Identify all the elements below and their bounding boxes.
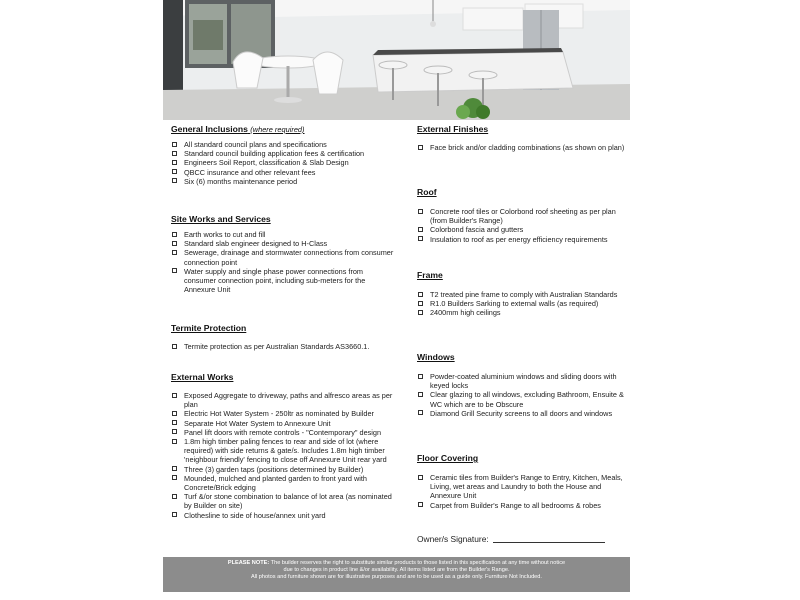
checkbox-icon <box>172 512 177 517</box>
checkbox-icon <box>172 344 177 349</box>
external-works-section <box>171 372 395 520</box>
list-item: 1.8m high timber paling fences to rear and side of lot (where required) with side returns & gate/s. Includes 1.8m high timber 'neighbour friendly' fencing to close off Annexure Unit rear yard <box>171 437 395 465</box>
list-item: Standard council building application fees & certification <box>171 149 395 158</box>
floor-covering-section <box>417 453 629 510</box>
item-list <box>417 473 629 510</box>
kitchen-photo <box>163 0 630 120</box>
checkbox-icon <box>172 429 177 434</box>
checkbox-icon <box>418 410 423 415</box>
footer-note <box>163 557 630 592</box>
list-item: Exposed Aggregate to driveway, paths and alfresco areas as per plan <box>171 391 395 409</box>
checkbox-icon <box>418 292 423 297</box>
checkbox-icon <box>172 475 177 480</box>
list-item: Earth works to cut and fill <box>171 230 395 239</box>
general-inclusions-section <box>171 124 395 186</box>
signature-label: Owner/s Signature: <box>417 534 489 544</box>
section-heading: Floor Covering <box>417 453 479 463</box>
list-item: Electric Hot Water System - 250ltr as nominated by Builder <box>171 409 395 418</box>
checkbox-icon <box>418 475 423 480</box>
list-item: Turf &/or stone combination to balance of lot area (as nominated by Builder on site) <box>171 492 395 510</box>
item-list <box>171 230 395 294</box>
list-item: All standard council plans and specifications <box>171 140 395 149</box>
item-list <box>417 290 629 318</box>
checkbox-icon <box>172 178 177 183</box>
list-item: Concrete roof tiles or Colorbond roof sheeting as per plan (from Builder's Range) <box>417 207 629 225</box>
external-finishes-section <box>417 124 629 152</box>
signature-line <box>493 542 605 543</box>
checkbox-icon <box>172 411 177 416</box>
checkbox-icon <box>418 392 423 397</box>
list-item: Panel lift doors with remote controls - "Contemporary" design <box>171 428 395 437</box>
item-list <box>417 143 629 152</box>
footer-line-1: The builder reserves the right to substitute similar products to those listed in this specification at any time without notice <box>270 560 566 566</box>
list-item: Sewerage, drainage and stormwater connections from consumer connection point <box>171 248 395 266</box>
item-list <box>417 207 629 244</box>
checkbox-icon <box>418 374 423 379</box>
list-item: Insulation to roof as per energy efficiency requirements <box>417 235 629 244</box>
site-works-section <box>171 214 395 294</box>
list-item: Clothesline to side of house/annex unit yard <box>171 511 395 520</box>
list-item: Three (3) garden taps (positions determined by Builder) <box>171 465 395 474</box>
list-item: Separate Hot Water System to Annexure Unit <box>171 419 395 428</box>
footer-line-2: due to changes in product line &/or availability. All items listed are from the Builder's Range. <box>283 566 510 573</box>
list-item: QBCC insurance and other relevant fees <box>171 168 395 177</box>
list-item: Colorbond fascia and gutters <box>417 225 629 234</box>
list-item: Standard slab engineer designed to H-Class <box>171 239 395 248</box>
checkbox-icon <box>418 236 423 241</box>
checkbox-icon <box>172 232 177 237</box>
section-heading: Frame <box>417 270 443 280</box>
frame-section <box>417 270 629 318</box>
list-item: Powder-coated aluminium windows and sliding doors with keyed locks <box>417 372 629 390</box>
checkbox-icon <box>172 142 177 147</box>
checkbox-icon <box>418 310 423 315</box>
section-heading: External Finishes <box>417 124 489 134</box>
section-heading: General Inclusions (where required) <box>171 124 305 134</box>
checkbox-icon <box>172 241 177 246</box>
footer-line-3: All photos and furniture shown are for illustrative purposes and are to be used as a guide only. Furniture Not Included. <box>251 573 542 580</box>
list-item: R1.0 Builders Sarking to external walls (as required) <box>417 299 629 308</box>
specification-page <box>163 0 633 600</box>
checkbox-icon <box>172 494 177 499</box>
section-heading: External Works <box>171 372 234 382</box>
list-item: Engineers Soil Report, classification & Slab Design <box>171 158 395 167</box>
list-item: T2 treated pine frame to comply with Australian Standards <box>417 290 629 299</box>
checkbox-icon <box>172 439 177 444</box>
item-list <box>171 391 395 520</box>
checkbox-icon <box>172 268 177 273</box>
list-item: Water supply and single phase power connections from consumer connection point, including sub-meters for the Annexure Unit <box>171 267 395 295</box>
checkbox-icon <box>172 466 177 471</box>
checkbox-icon <box>418 209 423 214</box>
checkbox-icon <box>172 169 177 174</box>
termite-protection-section <box>171 323 395 351</box>
checkbox-icon <box>172 160 177 165</box>
list-item: Mounded, mulched and planted garden to front yard with Concrete/Brick edging <box>171 474 395 492</box>
owner-signature <box>417 534 605 544</box>
heading-note: (where required) <box>250 125 305 134</box>
section-heading: Roof <box>417 187 437 197</box>
checkbox-icon <box>172 393 177 398</box>
list-item: Ceramic tiles from Builder's Range to Entry, Kitchen, Meals, Living, wet areas and Laundry to both the House and Annexure Unit <box>417 473 629 501</box>
section-heading: Site Works and Services <box>171 214 271 224</box>
checkbox-icon <box>418 145 423 150</box>
section-heading: Windows <box>417 352 455 362</box>
list-item: Face brick and/or cladding combinations (as shown on plan) <box>417 143 629 152</box>
section-heading: Termite Protection <box>171 323 247 333</box>
item-list <box>171 342 395 351</box>
checkbox-icon <box>418 502 423 507</box>
list-item: Clear glazing to all windows, excluding Bathroom, Ensuite & WC which are to be Obscure <box>417 390 629 408</box>
checkbox-icon <box>172 151 177 156</box>
list-item: Six (6) months maintenance period <box>171 177 395 186</box>
list-item: Diamond Grill Security screens to all doors and windows <box>417 409 629 418</box>
item-list <box>171 140 395 186</box>
windows-section <box>417 352 629 418</box>
checkbox-icon <box>418 227 423 232</box>
checkbox-icon <box>172 250 177 255</box>
footer-label: PLEASE NOTE: <box>227 560 270 566</box>
checkbox-icon <box>172 420 177 425</box>
list-item: Termite protection as per Australian Standards AS3660.1. <box>171 342 395 351</box>
list-item: Carpet from Builder's Range to all bedrooms & robes <box>417 501 629 510</box>
checkbox-icon <box>418 301 423 306</box>
roof-section <box>417 187 629 244</box>
list-item: 2400mm high ceilings <box>417 308 629 317</box>
item-list <box>417 372 629 418</box>
